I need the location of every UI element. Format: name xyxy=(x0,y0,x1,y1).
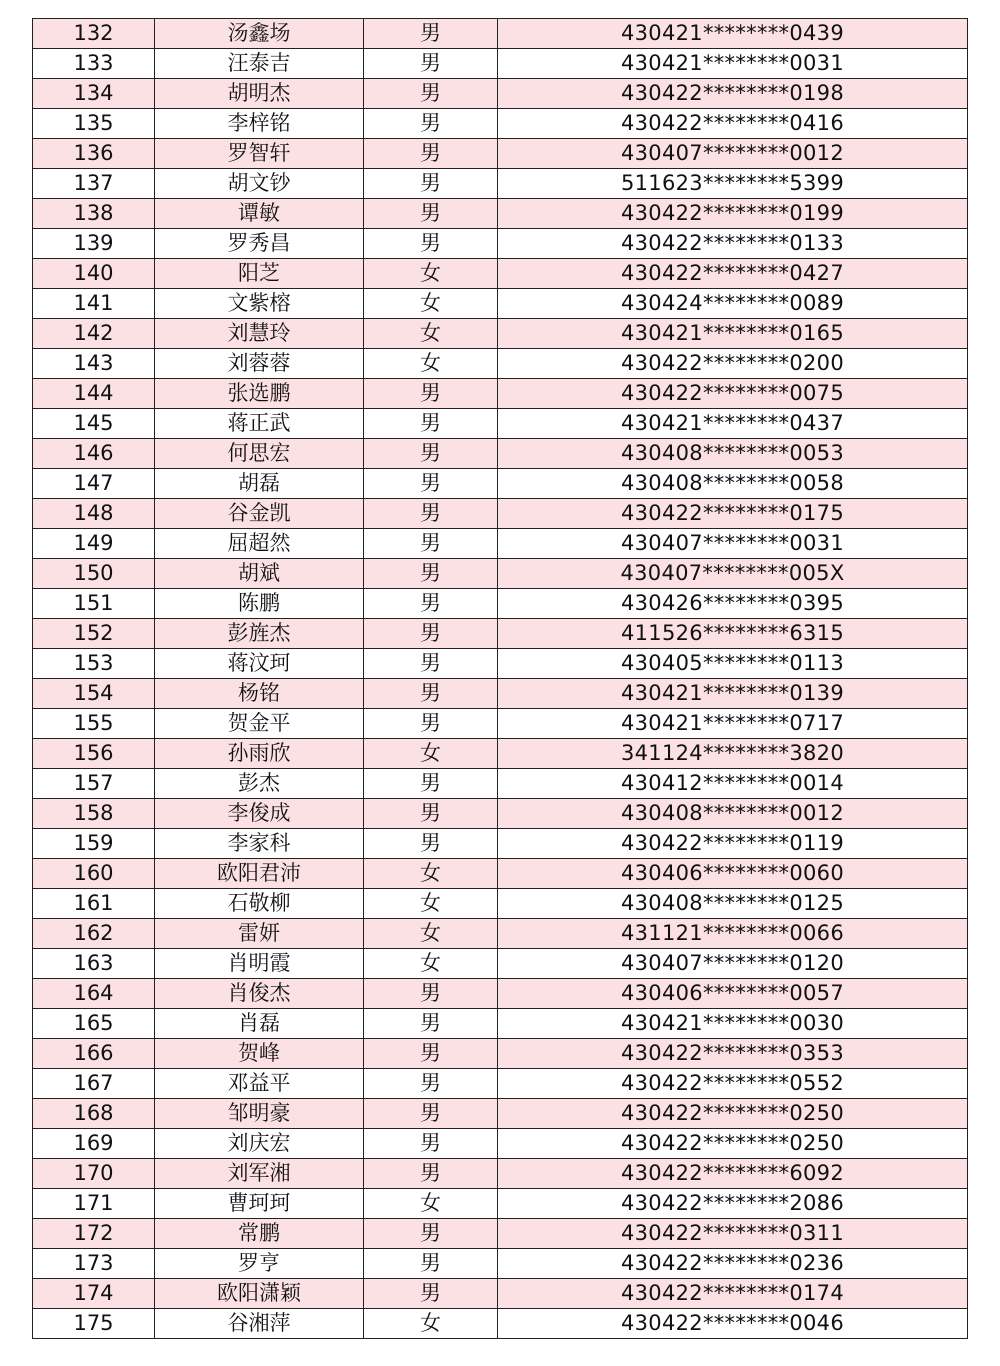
table-row xyxy=(33,499,968,529)
row-number-cell: 152 xyxy=(33,619,155,649)
gender-cell: 男 xyxy=(364,409,498,439)
gender-cell: 男 xyxy=(364,499,498,529)
row-number-cell: 163 xyxy=(33,949,155,979)
name-cell: 彭杰 xyxy=(155,769,364,799)
name-cell: 罗秀昌 xyxy=(155,229,364,259)
table-row xyxy=(33,319,968,349)
name-cell: 谷湘萍 xyxy=(155,1309,364,1339)
name-cell: 欧阳潇颖 xyxy=(155,1279,364,1309)
row-number-cell: 146 xyxy=(33,439,155,469)
gender-cell: 男 xyxy=(364,169,498,199)
name-cell: 李家科 xyxy=(155,829,364,859)
id-number-cell: 430421********0030 xyxy=(498,1009,968,1039)
id-number-cell: 430421********0139 xyxy=(498,679,968,709)
name-cell: 肖磊 xyxy=(155,1009,364,1039)
gender-cell: 男 xyxy=(364,769,498,799)
id-number-cell: 430422********0133 xyxy=(498,229,968,259)
gender-cell: 女 xyxy=(364,889,498,919)
row-number-cell: 175 xyxy=(33,1309,155,1339)
name-cell: 胡斌 xyxy=(155,559,364,589)
table-row xyxy=(33,1309,968,1339)
table-row xyxy=(33,1009,968,1039)
table-row xyxy=(33,889,968,919)
gender-cell: 女 xyxy=(364,739,498,769)
id-number-cell: 430408********0058 xyxy=(498,469,968,499)
id-number-cell: 430422********0198 xyxy=(498,79,968,109)
table-row xyxy=(33,379,968,409)
name-cell: 陈鹏 xyxy=(155,589,364,619)
name-cell: 刘军湘 xyxy=(155,1159,364,1189)
table-row xyxy=(33,679,968,709)
gender-cell: 男 xyxy=(364,679,498,709)
table-row xyxy=(33,799,968,829)
id-number-cell: 411526********6315 xyxy=(498,619,968,649)
name-cell: 胡文钞 xyxy=(155,169,364,199)
table-row xyxy=(33,919,968,949)
gender-cell: 女 xyxy=(364,319,498,349)
table-row xyxy=(33,199,968,229)
gender-cell: 男 xyxy=(364,1279,498,1309)
id-number-cell: 430421********0717 xyxy=(498,709,968,739)
row-number-cell: 132 xyxy=(33,19,155,49)
id-number-cell: 430422********0175 xyxy=(498,499,968,529)
row-number-cell: 151 xyxy=(33,589,155,619)
row-number-cell: 173 xyxy=(33,1249,155,1279)
gender-cell: 男 xyxy=(364,799,498,829)
row-number-cell: 153 xyxy=(33,649,155,679)
gender-cell: 男 xyxy=(364,109,498,139)
row-number-cell: 170 xyxy=(33,1159,155,1189)
name-cell: 文紫榕 xyxy=(155,289,364,319)
row-number-cell: 147 xyxy=(33,469,155,499)
table-row xyxy=(33,769,968,799)
table-row xyxy=(33,349,968,379)
row-number-cell: 140 xyxy=(33,259,155,289)
id-number-cell: 430405********0113 xyxy=(498,649,968,679)
table-row xyxy=(33,979,968,1009)
name-cell: 张选鹏 xyxy=(155,379,364,409)
name-cell: 罗智轩 xyxy=(155,139,364,169)
id-number-cell: 430422********0552 xyxy=(498,1069,968,1099)
row-number-cell: 142 xyxy=(33,319,155,349)
name-cell: 刘蓉蓉 xyxy=(155,349,364,379)
row-number-cell: 160 xyxy=(33,859,155,889)
table-row xyxy=(33,229,968,259)
name-cell: 谷金凯 xyxy=(155,499,364,529)
name-cell: 何思宏 xyxy=(155,439,364,469)
roster-sheet xyxy=(32,18,967,1339)
gender-cell: 男 xyxy=(364,19,498,49)
table-row xyxy=(33,19,968,49)
row-number-cell: 141 xyxy=(33,289,155,319)
name-cell: 邓益平 xyxy=(155,1069,364,1099)
gender-cell: 男 xyxy=(364,439,498,469)
table-row xyxy=(33,79,968,109)
table-row xyxy=(33,1249,968,1279)
table-row xyxy=(33,1219,968,1249)
id-number-cell: 430422********2086 xyxy=(498,1189,968,1219)
roster-table-body xyxy=(33,19,968,1339)
id-number-cell: 430422********0250 xyxy=(498,1099,968,1129)
row-number-cell: 148 xyxy=(33,499,155,529)
gender-cell: 男 xyxy=(364,229,498,259)
id-number-cell: 430424********0089 xyxy=(498,289,968,319)
gender-cell: 男 xyxy=(364,1009,498,1039)
name-cell: 彭旌杰 xyxy=(155,619,364,649)
gender-cell: 女 xyxy=(364,349,498,379)
row-number-cell: 158 xyxy=(33,799,155,829)
id-number-cell: 431121********0066 xyxy=(498,919,968,949)
row-number-cell: 154 xyxy=(33,679,155,709)
table-row xyxy=(33,529,968,559)
name-cell: 罗亨 xyxy=(155,1249,364,1279)
id-number-cell: 430422********0174 xyxy=(498,1279,968,1309)
gender-cell: 女 xyxy=(364,259,498,289)
table-row xyxy=(33,469,968,499)
id-number-cell: 511623********5399 xyxy=(498,169,968,199)
row-number-cell: 171 xyxy=(33,1189,155,1219)
id-number-cell: 430421********0439 xyxy=(498,19,968,49)
row-number-cell: 159 xyxy=(33,829,155,859)
name-cell: 蒋正武 xyxy=(155,409,364,439)
id-number-cell: 430407********005X xyxy=(498,559,968,589)
name-cell: 阳芝 xyxy=(155,259,364,289)
name-cell: 贺金平 xyxy=(155,709,364,739)
row-number-cell: 164 xyxy=(33,979,155,1009)
gender-cell: 男 xyxy=(364,199,498,229)
id-number-cell: 430422********0119 xyxy=(498,829,968,859)
table-row xyxy=(33,559,968,589)
gender-cell: 男 xyxy=(364,79,498,109)
id-number-cell: 430422********0046 xyxy=(498,1309,968,1339)
name-cell: 曹珂珂 xyxy=(155,1189,364,1219)
gender-cell: 男 xyxy=(364,139,498,169)
gender-cell: 男 xyxy=(364,649,498,679)
gender-cell: 男 xyxy=(364,1099,498,1129)
table-row xyxy=(33,259,968,289)
row-number-cell: 156 xyxy=(33,739,155,769)
row-number-cell: 143 xyxy=(33,349,155,379)
gender-cell: 男 xyxy=(364,1039,498,1069)
gender-cell: 男 xyxy=(364,1249,498,1279)
row-number-cell: 149 xyxy=(33,529,155,559)
row-number-cell: 138 xyxy=(33,199,155,229)
id-number-cell: 430422********6092 xyxy=(498,1159,968,1189)
gender-cell: 女 xyxy=(364,949,498,979)
gender-cell: 男 xyxy=(364,709,498,739)
gender-cell: 男 xyxy=(364,1219,498,1249)
id-number-cell: 430406********0057 xyxy=(498,979,968,1009)
gender-cell: 男 xyxy=(364,1159,498,1189)
gender-cell: 男 xyxy=(364,529,498,559)
gender-cell: 男 xyxy=(364,559,498,589)
name-cell: 屈超然 xyxy=(155,529,364,559)
table-row xyxy=(33,169,968,199)
id-number-cell: 430407********0012 xyxy=(498,139,968,169)
gender-cell: 女 xyxy=(364,919,498,949)
gender-cell: 女 xyxy=(364,289,498,319)
table-row xyxy=(33,1159,968,1189)
name-cell: 李俊成 xyxy=(155,799,364,829)
name-cell: 孙雨欣 xyxy=(155,739,364,769)
table-row xyxy=(33,1069,968,1099)
row-number-cell: 155 xyxy=(33,709,155,739)
table-row xyxy=(33,439,968,469)
table-row xyxy=(33,649,968,679)
gender-cell: 男 xyxy=(364,1129,498,1159)
id-number-cell: 430407********0120 xyxy=(498,949,968,979)
id-number-cell: 430422********0416 xyxy=(498,109,968,139)
gender-cell: 男 xyxy=(364,589,498,619)
gender-cell: 女 xyxy=(364,1189,498,1219)
gender-cell: 女 xyxy=(364,1309,498,1339)
table-row xyxy=(33,139,968,169)
row-number-cell: 169 xyxy=(33,1129,155,1159)
name-cell: 胡磊 xyxy=(155,469,364,499)
row-number-cell: 157 xyxy=(33,769,155,799)
name-cell: 汤鑫场 xyxy=(155,19,364,49)
table-row xyxy=(33,949,968,979)
table-row xyxy=(33,619,968,649)
gender-cell: 男 xyxy=(364,49,498,79)
row-number-cell: 162 xyxy=(33,919,155,949)
id-number-cell: 430421********0165 xyxy=(498,319,968,349)
name-cell: 胡明杰 xyxy=(155,79,364,109)
name-cell: 贺峰 xyxy=(155,1039,364,1069)
row-number-cell: 165 xyxy=(33,1009,155,1039)
gender-cell: 男 xyxy=(364,1069,498,1099)
name-cell: 李梓铭 xyxy=(155,109,364,139)
table-row xyxy=(33,589,968,619)
row-number-cell: 167 xyxy=(33,1069,155,1099)
table-row xyxy=(33,1189,968,1219)
name-cell: 刘庆宏 xyxy=(155,1129,364,1159)
row-number-cell: 134 xyxy=(33,79,155,109)
id-number-cell: 430412********0014 xyxy=(498,769,968,799)
id-number-cell: 430407********0031 xyxy=(498,529,968,559)
name-cell: 雷妍 xyxy=(155,919,364,949)
id-number-cell: 430422********0075 xyxy=(498,379,968,409)
name-cell: 肖俊杰 xyxy=(155,979,364,1009)
name-cell: 蒋汶珂 xyxy=(155,649,364,679)
row-number-cell: 174 xyxy=(33,1279,155,1309)
name-cell: 杨铭 xyxy=(155,679,364,709)
name-cell: 邹明豪 xyxy=(155,1099,364,1129)
id-number-cell: 430421********0437 xyxy=(498,409,968,439)
row-number-cell: 161 xyxy=(33,889,155,919)
table-row xyxy=(33,409,968,439)
id-number-cell: 430426********0395 xyxy=(498,589,968,619)
name-cell: 常鹏 xyxy=(155,1219,364,1249)
gender-cell: 男 xyxy=(364,829,498,859)
id-number-cell: 430421********0031 xyxy=(498,49,968,79)
name-cell: 汪泰吉 xyxy=(155,49,364,79)
id-number-cell: 430422********0311 xyxy=(498,1219,968,1249)
id-number-cell: 430422********0353 xyxy=(498,1039,968,1069)
gender-cell: 女 xyxy=(364,859,498,889)
row-number-cell: 144 xyxy=(33,379,155,409)
row-number-cell: 139 xyxy=(33,229,155,259)
name-cell: 石敬柳 xyxy=(155,889,364,919)
gender-cell: 男 xyxy=(364,619,498,649)
id-number-cell: 341124********3820 xyxy=(498,739,968,769)
table-row xyxy=(33,1039,968,1069)
roster-table xyxy=(32,18,968,1339)
name-cell: 谭敏 xyxy=(155,199,364,229)
row-number-cell: 133 xyxy=(33,49,155,79)
row-number-cell: 135 xyxy=(33,109,155,139)
row-number-cell: 166 xyxy=(33,1039,155,1069)
id-number-cell: 430422********0427 xyxy=(498,259,968,289)
id-number-cell: 430408********0125 xyxy=(498,889,968,919)
row-number-cell: 137 xyxy=(33,169,155,199)
row-number-cell: 136 xyxy=(33,139,155,169)
id-number-cell: 430422********0236 xyxy=(498,1249,968,1279)
name-cell: 刘慧玲 xyxy=(155,319,364,349)
name-cell: 肖明霞 xyxy=(155,949,364,979)
id-number-cell: 430422********0199 xyxy=(498,199,968,229)
table-row xyxy=(33,709,968,739)
id-number-cell: 430422********0200 xyxy=(498,349,968,379)
gender-cell: 男 xyxy=(364,979,498,1009)
table-row xyxy=(33,109,968,139)
table-row xyxy=(33,49,968,79)
id-number-cell: 430422********0250 xyxy=(498,1129,968,1159)
row-number-cell: 172 xyxy=(33,1219,155,1249)
row-number-cell: 168 xyxy=(33,1099,155,1129)
gender-cell: 男 xyxy=(364,469,498,499)
table-row xyxy=(33,1129,968,1159)
table-row xyxy=(33,739,968,769)
row-number-cell: 150 xyxy=(33,559,155,589)
gender-cell: 男 xyxy=(364,379,498,409)
table-row xyxy=(33,859,968,889)
table-row xyxy=(33,829,968,859)
id-number-cell: 430408********0053 xyxy=(498,439,968,469)
table-row xyxy=(33,1279,968,1309)
table-row xyxy=(33,1099,968,1129)
id-number-cell: 430406********0060 xyxy=(498,859,968,889)
id-number-cell: 430408********0012 xyxy=(498,799,968,829)
table-row xyxy=(33,289,968,319)
name-cell: 欧阳君沛 xyxy=(155,859,364,889)
row-number-cell: 145 xyxy=(33,409,155,439)
